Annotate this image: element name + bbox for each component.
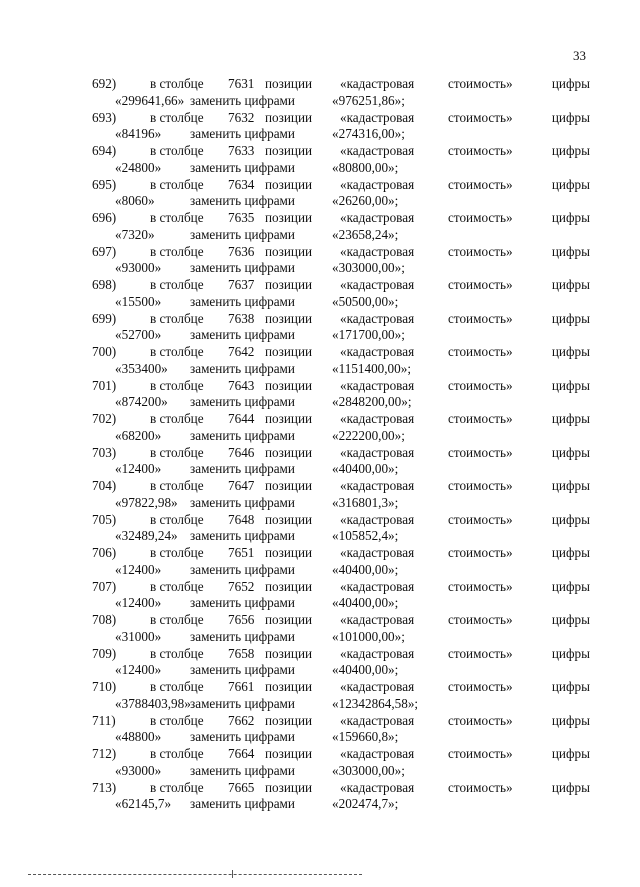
entry-line-2 (92, 428, 590, 445)
replace-label: заменить цифрами (190, 360, 295, 376)
column-label: в столбце (150, 143, 204, 158)
list-item (92, 210, 590, 244)
column-code: 7664 (228, 746, 255, 761)
entry-line-1 (92, 746, 590, 763)
cadastral-label: «кадастровая (340, 109, 415, 125)
item-number: 702) (92, 411, 117, 426)
column-label: в столбце (150, 444, 204, 460)
list-item (92, 746, 590, 780)
digits-label: цифры (551, 344, 590, 359)
column-code: 7661 (228, 679, 255, 694)
entry-line-1 (92, 445, 590, 462)
cadastral-label: «кадастровая (340, 779, 415, 795)
column-code: 7644 (228, 411, 255, 426)
position-label: позиции (265, 76, 313, 91)
entry-line-2 (92, 528, 590, 545)
column-code: 7651 (228, 545, 255, 560)
replace-label: заменить цифрами (190, 561, 295, 577)
new-value: «12342864,58»; (332, 695, 419, 711)
item-number: 703) (92, 444, 117, 460)
replace-label: заменить цифрами (190, 394, 295, 410)
old-value: «68200» (115, 427, 162, 443)
column-code: 7632 (228, 109, 255, 125)
old-value: «84196» (115, 126, 162, 142)
column-label: в столбце (150, 545, 204, 560)
entry-line-2 (92, 461, 590, 478)
entry-line-1 (92, 713, 590, 730)
item-number: 694) (92, 143, 117, 158)
new-value: «1151400,00»; (332, 360, 412, 376)
new-value: «976251,86»; (332, 92, 405, 108)
cadastral-label: «кадастровая (340, 511, 415, 527)
digits-label: цифры (551, 176, 590, 192)
item-number: 695) (92, 176, 117, 192)
value-label: стоимость» (448, 243, 513, 259)
list-item (92, 780, 590, 814)
entry-line-1 (92, 143, 590, 160)
value-label: стоимость» (448, 210, 513, 225)
new-value: «105852,4»; (332, 528, 399, 544)
new-value: «274316,00»; (332, 126, 405, 142)
replace-label: заменить цифрами (190, 796, 295, 812)
position-label: позиции (265, 210, 313, 225)
entry-line-2 (92, 729, 590, 746)
position-label: позиции (265, 310, 313, 326)
entry-line-1 (92, 277, 590, 294)
position-label: позиции (265, 176, 313, 192)
list-item (92, 545, 590, 579)
list-item (92, 143, 590, 177)
value-label: стоимость» (448, 779, 513, 795)
item-number: 706) (92, 545, 117, 560)
column-label: в столбце (150, 746, 204, 761)
digits-label: цифры (551, 210, 590, 225)
column-label: в столбце (150, 612, 204, 627)
entry-line-1 (92, 110, 590, 127)
cadastral-label: «кадастровая (340, 679, 415, 694)
old-value: «353400» (115, 360, 168, 376)
list-item (92, 713, 590, 747)
cadastral-label: «кадастровая (340, 76, 415, 91)
old-value: «12400» (115, 461, 162, 477)
list-item (92, 311, 590, 345)
column-code: 7648 (228, 511, 255, 527)
entry-line-2 (92, 160, 590, 177)
list-item (92, 445, 590, 479)
amendment-list (92, 76, 590, 813)
value-label: стоимость» (448, 712, 513, 728)
value-label: стоимость» (448, 377, 513, 393)
item-number: 709) (92, 645, 117, 661)
position-label: позиции (265, 779, 313, 795)
value-label: стоимость» (448, 511, 513, 527)
entry-line-2 (92, 562, 590, 579)
item-number: 707) (92, 578, 117, 594)
position-label: позиции (265, 277, 313, 292)
digits-label: цифры (551, 746, 590, 761)
cadastral-label: «кадастровая (340, 310, 415, 326)
new-value: «303000,00»; (332, 260, 405, 276)
item-number: 697) (92, 243, 117, 259)
entry-line-1 (92, 177, 590, 194)
entry-line-1 (92, 76, 590, 93)
entry-line-2 (92, 361, 590, 378)
value-label: стоимость» (448, 411, 513, 426)
item-number: 698) (92, 277, 117, 292)
column-code: 7636 (228, 243, 255, 259)
new-value: «80800,00»; (332, 159, 399, 175)
old-value: «24800» (115, 159, 162, 175)
digits-label: цифры (551, 143, 590, 158)
footer-divider (28, 874, 362, 875)
entry-line-2 (92, 193, 590, 210)
cadastral-label: «кадастровая (340, 411, 415, 426)
entry-line-2 (92, 294, 590, 311)
column-label: в столбце (150, 310, 204, 326)
digits-label: цифры (551, 511, 590, 527)
new-value: «202474,7»; (332, 796, 399, 812)
value-label: стоимость» (448, 478, 513, 493)
entry-line-2 (92, 227, 590, 244)
column-code: 7647 (228, 478, 255, 493)
footer-divider-mark (232, 870, 233, 878)
list-item (92, 646, 590, 680)
entry-line-1 (92, 579, 590, 596)
entry-line-1 (92, 646, 590, 663)
old-value: «52700» (115, 327, 162, 343)
digits-label: цифры (551, 478, 590, 493)
position-label: позиции (265, 109, 313, 125)
digits-label: цифры (551, 109, 590, 125)
column-label: в столбце (150, 243, 204, 259)
value-label: стоимость» (448, 679, 513, 694)
old-value: «12400» (115, 595, 162, 611)
new-value: «101000,00»; (332, 628, 405, 644)
entry-line-1 (92, 210, 590, 227)
list-item (92, 76, 590, 110)
new-value: «171700,00»; (332, 327, 405, 343)
entry-line-1 (92, 545, 590, 562)
column-code: 7635 (228, 210, 255, 225)
replace-label: заменить цифрами (190, 293, 295, 309)
value-label: стоимость» (448, 545, 513, 560)
column-code: 7662 (228, 712, 255, 728)
list-item (92, 411, 590, 445)
old-value: «93000» (115, 762, 162, 778)
value-label: стоимость» (448, 344, 513, 359)
replace-label: заменить цифрами (190, 762, 295, 778)
cadastral-label: «кадастровая (340, 478, 415, 493)
list-item (92, 244, 590, 278)
old-value: «32489,24» (115, 528, 178, 544)
item-number: 700) (92, 344, 117, 359)
replace-label: заменить цифрами (190, 628, 295, 644)
list-item (92, 277, 590, 311)
entry-line-1 (92, 244, 590, 261)
value-label: стоимость» (448, 76, 513, 91)
old-value: «48800» (115, 729, 162, 745)
column-code: 7665 (228, 779, 255, 795)
replace-label: заменить цифрами (190, 327, 295, 343)
column-label: в столбце (150, 712, 204, 728)
position-label: позиции (265, 143, 313, 158)
digits-label: цифры (551, 377, 590, 393)
value-label: стоимость» (448, 109, 513, 125)
list-item (92, 579, 590, 613)
value-label: стоимость» (448, 310, 513, 326)
position-label: позиции (265, 377, 313, 393)
digits-label: цифры (551, 310, 590, 326)
digits-label: цифры (551, 411, 590, 426)
new-value: «316801,3»; (332, 494, 399, 510)
list-item (92, 478, 590, 512)
entry-line-2 (92, 662, 590, 679)
position-label: позиции (265, 712, 313, 728)
digits-label: цифры (551, 612, 590, 627)
old-value: «12400» (115, 561, 162, 577)
new-value: «23658,24»; (332, 226, 399, 242)
cadastral-label: «кадастровая (340, 612, 415, 627)
entry-line-1 (92, 344, 590, 361)
new-value: «50500,00»; (332, 293, 399, 309)
replace-label: заменить цифрами (190, 461, 295, 477)
new-value: «40400,00»; (332, 561, 399, 577)
replace-label: заменить цифрами (190, 427, 295, 443)
replace-label: заменить цифрами (190, 528, 295, 544)
entry-line-2 (92, 394, 590, 411)
cadastral-label: «кадастровая (340, 176, 415, 192)
entry-line-2 (92, 93, 590, 110)
replace-label: заменить цифрами (190, 662, 295, 678)
replace-label: заменить цифрами (190, 729, 295, 745)
list-item (92, 612, 590, 646)
digits-label: цифры (551, 444, 590, 460)
position-label: позиции (265, 746, 313, 761)
column-code: 7638 (228, 310, 255, 326)
item-number: 692) (92, 76, 117, 91)
entry-line-2 (92, 763, 590, 780)
old-value: «874200» (115, 394, 168, 410)
column-label: в столбце (150, 679, 204, 694)
new-value: «222200,00»; (332, 427, 405, 443)
new-value: «40400,00»; (332, 662, 399, 678)
cadastral-label: «кадастровая (340, 444, 415, 460)
item-number: 696) (92, 210, 117, 225)
position-label: позиции (265, 612, 313, 627)
item-number: 701) (92, 377, 117, 393)
list-item (92, 344, 590, 378)
old-value: «62145,7» (115, 796, 172, 812)
column-code: 7656 (228, 612, 255, 627)
value-label: стоимость» (448, 143, 513, 158)
item-number: 693) (92, 109, 117, 125)
column-label: в столбце (150, 210, 204, 225)
new-value: «159660,8»; (332, 729, 399, 745)
replace-label: заменить цифрами (190, 126, 295, 142)
item-number: 705) (92, 511, 117, 527)
new-value: «26260,00»; (332, 193, 399, 209)
old-value: «8060» (115, 193, 155, 209)
column-code: 7643 (228, 377, 255, 393)
column-label: в столбце (150, 277, 204, 292)
cadastral-label: «кадастровая (340, 645, 415, 661)
column-label: в столбце (150, 377, 204, 393)
list-item (92, 177, 590, 211)
column-code: 7633 (228, 143, 255, 158)
cadastral-label: «кадастровая (340, 344, 415, 359)
digits-label: цифры (551, 545, 590, 560)
value-label: стоимость» (448, 746, 513, 761)
column-label: в столбце (150, 344, 204, 359)
entry-line-2 (92, 629, 590, 646)
value-label: стоимость» (448, 444, 513, 460)
entry-line-2 (92, 260, 590, 277)
position-label: позиции (265, 679, 313, 694)
column-code: 7646 (228, 444, 255, 460)
cadastral-label: «кадастровая (340, 210, 415, 225)
entry-line-2 (92, 126, 590, 143)
position-label: позиции (265, 511, 313, 527)
cadastral-label: «кадастровая (340, 243, 415, 259)
old-value: «15500» (115, 293, 162, 309)
item-number: 711) (92, 712, 116, 728)
item-number: 704) (92, 478, 117, 493)
entry-line-2 (92, 595, 590, 612)
replace-label: заменить цифрами (190, 595, 295, 611)
cadastral-label: «кадастровая (340, 712, 415, 728)
replace-label: заменить цифрами (190, 494, 295, 510)
cadastral-label: «кадастровая (340, 143, 415, 158)
entry-line-1 (92, 679, 590, 696)
new-value: «40400,00»; (332, 595, 399, 611)
position-label: позиции (265, 645, 313, 661)
column-code: 7634 (228, 176, 255, 192)
item-number: 710) (92, 679, 117, 694)
old-value: «97822,98» (115, 494, 178, 510)
entry-line-1 (92, 478, 590, 495)
entry-line-1 (92, 411, 590, 428)
column-label: в столбце (150, 176, 204, 192)
digits-label: цифры (551, 712, 590, 728)
column-code: 7652 (228, 578, 255, 594)
position-label: позиции (265, 545, 313, 560)
entry-line-2 (92, 796, 590, 813)
cadastral-label: «кадастровая (340, 377, 415, 393)
value-label: стоимость» (448, 578, 513, 594)
entry-line-2 (92, 696, 590, 713)
digits-label: цифры (551, 779, 590, 795)
cadastral-label: «кадастровая (340, 578, 415, 594)
entry-line-2 (92, 327, 590, 344)
value-label: стоимость» (448, 277, 513, 292)
position-label: позиции (265, 444, 313, 460)
digits-label: цифры (551, 76, 590, 91)
list-item (92, 679, 590, 713)
digits-label: цифры (551, 243, 590, 259)
position-label: позиции (265, 243, 313, 259)
replace-label: заменить цифрами (190, 695, 295, 711)
old-value: «93000» (115, 260, 162, 276)
old-value: «299641,66» (115, 92, 185, 108)
list-item (92, 378, 590, 412)
column-label: в столбце (150, 578, 204, 594)
digits-label: цифры (551, 679, 590, 694)
cadastral-label: «кадастровая (340, 277, 415, 292)
replace-label: заменить цифрами (190, 159, 295, 175)
old-value: «3788403,98» (115, 695, 191, 711)
position-label: позиции (265, 411, 313, 426)
digits-label: цифры (551, 277, 590, 292)
old-value: «7320» (115, 226, 155, 242)
cadastral-label: «кадастровая (340, 545, 415, 560)
page-number: 33 (573, 48, 586, 63)
position-label: позиции (265, 478, 313, 493)
old-value: «12400» (115, 662, 162, 678)
entry-line-2 (92, 495, 590, 512)
replace-label: заменить цифрами (190, 92, 295, 108)
column-code: 7631 (228, 76, 255, 91)
position-label: позиции (265, 344, 313, 359)
list-item (92, 110, 590, 144)
column-code: 7637 (228, 277, 255, 292)
value-label: стоимость» (448, 612, 513, 627)
item-number: 713) (92, 779, 117, 795)
new-value: «40400,00»; (332, 461, 399, 477)
digits-label: цифры (551, 645, 590, 661)
cadastral-label: «кадастровая (340, 746, 415, 761)
entry-line-1 (92, 311, 590, 328)
entry-line-1 (92, 512, 590, 529)
column-label: в столбце (150, 109, 204, 125)
entry-line-1 (92, 378, 590, 395)
entry-line-1 (92, 780, 590, 797)
old-value: «31000» (115, 628, 162, 644)
item-number: 699) (92, 310, 117, 326)
column-code: 7642 (228, 344, 255, 359)
item-number: 712) (92, 746, 117, 761)
column-code: 7658 (228, 645, 255, 661)
column-label: в столбце (150, 478, 204, 493)
column-label: в столбце (150, 76, 204, 91)
new-value: «303000,00»; (332, 762, 405, 778)
column-label: в столбце (150, 511, 204, 527)
entry-line-1 (92, 612, 590, 629)
list-item (92, 512, 590, 546)
new-value: «2848200,00»; (332, 394, 412, 410)
replace-label: заменить цифрами (190, 260, 295, 276)
column-label: в столбце (150, 645, 204, 661)
column-label: в столбце (150, 779, 204, 795)
digits-label: цифры (551, 578, 590, 594)
value-label: стоимость» (448, 645, 513, 661)
item-number: 708) (92, 612, 117, 627)
column-label: в столбце (150, 411, 204, 426)
replace-label: заменить цифрами (190, 193, 295, 209)
value-label: стоимость» (448, 176, 513, 192)
replace-label: заменить цифрами (190, 226, 295, 242)
position-label: позиции (265, 578, 313, 594)
